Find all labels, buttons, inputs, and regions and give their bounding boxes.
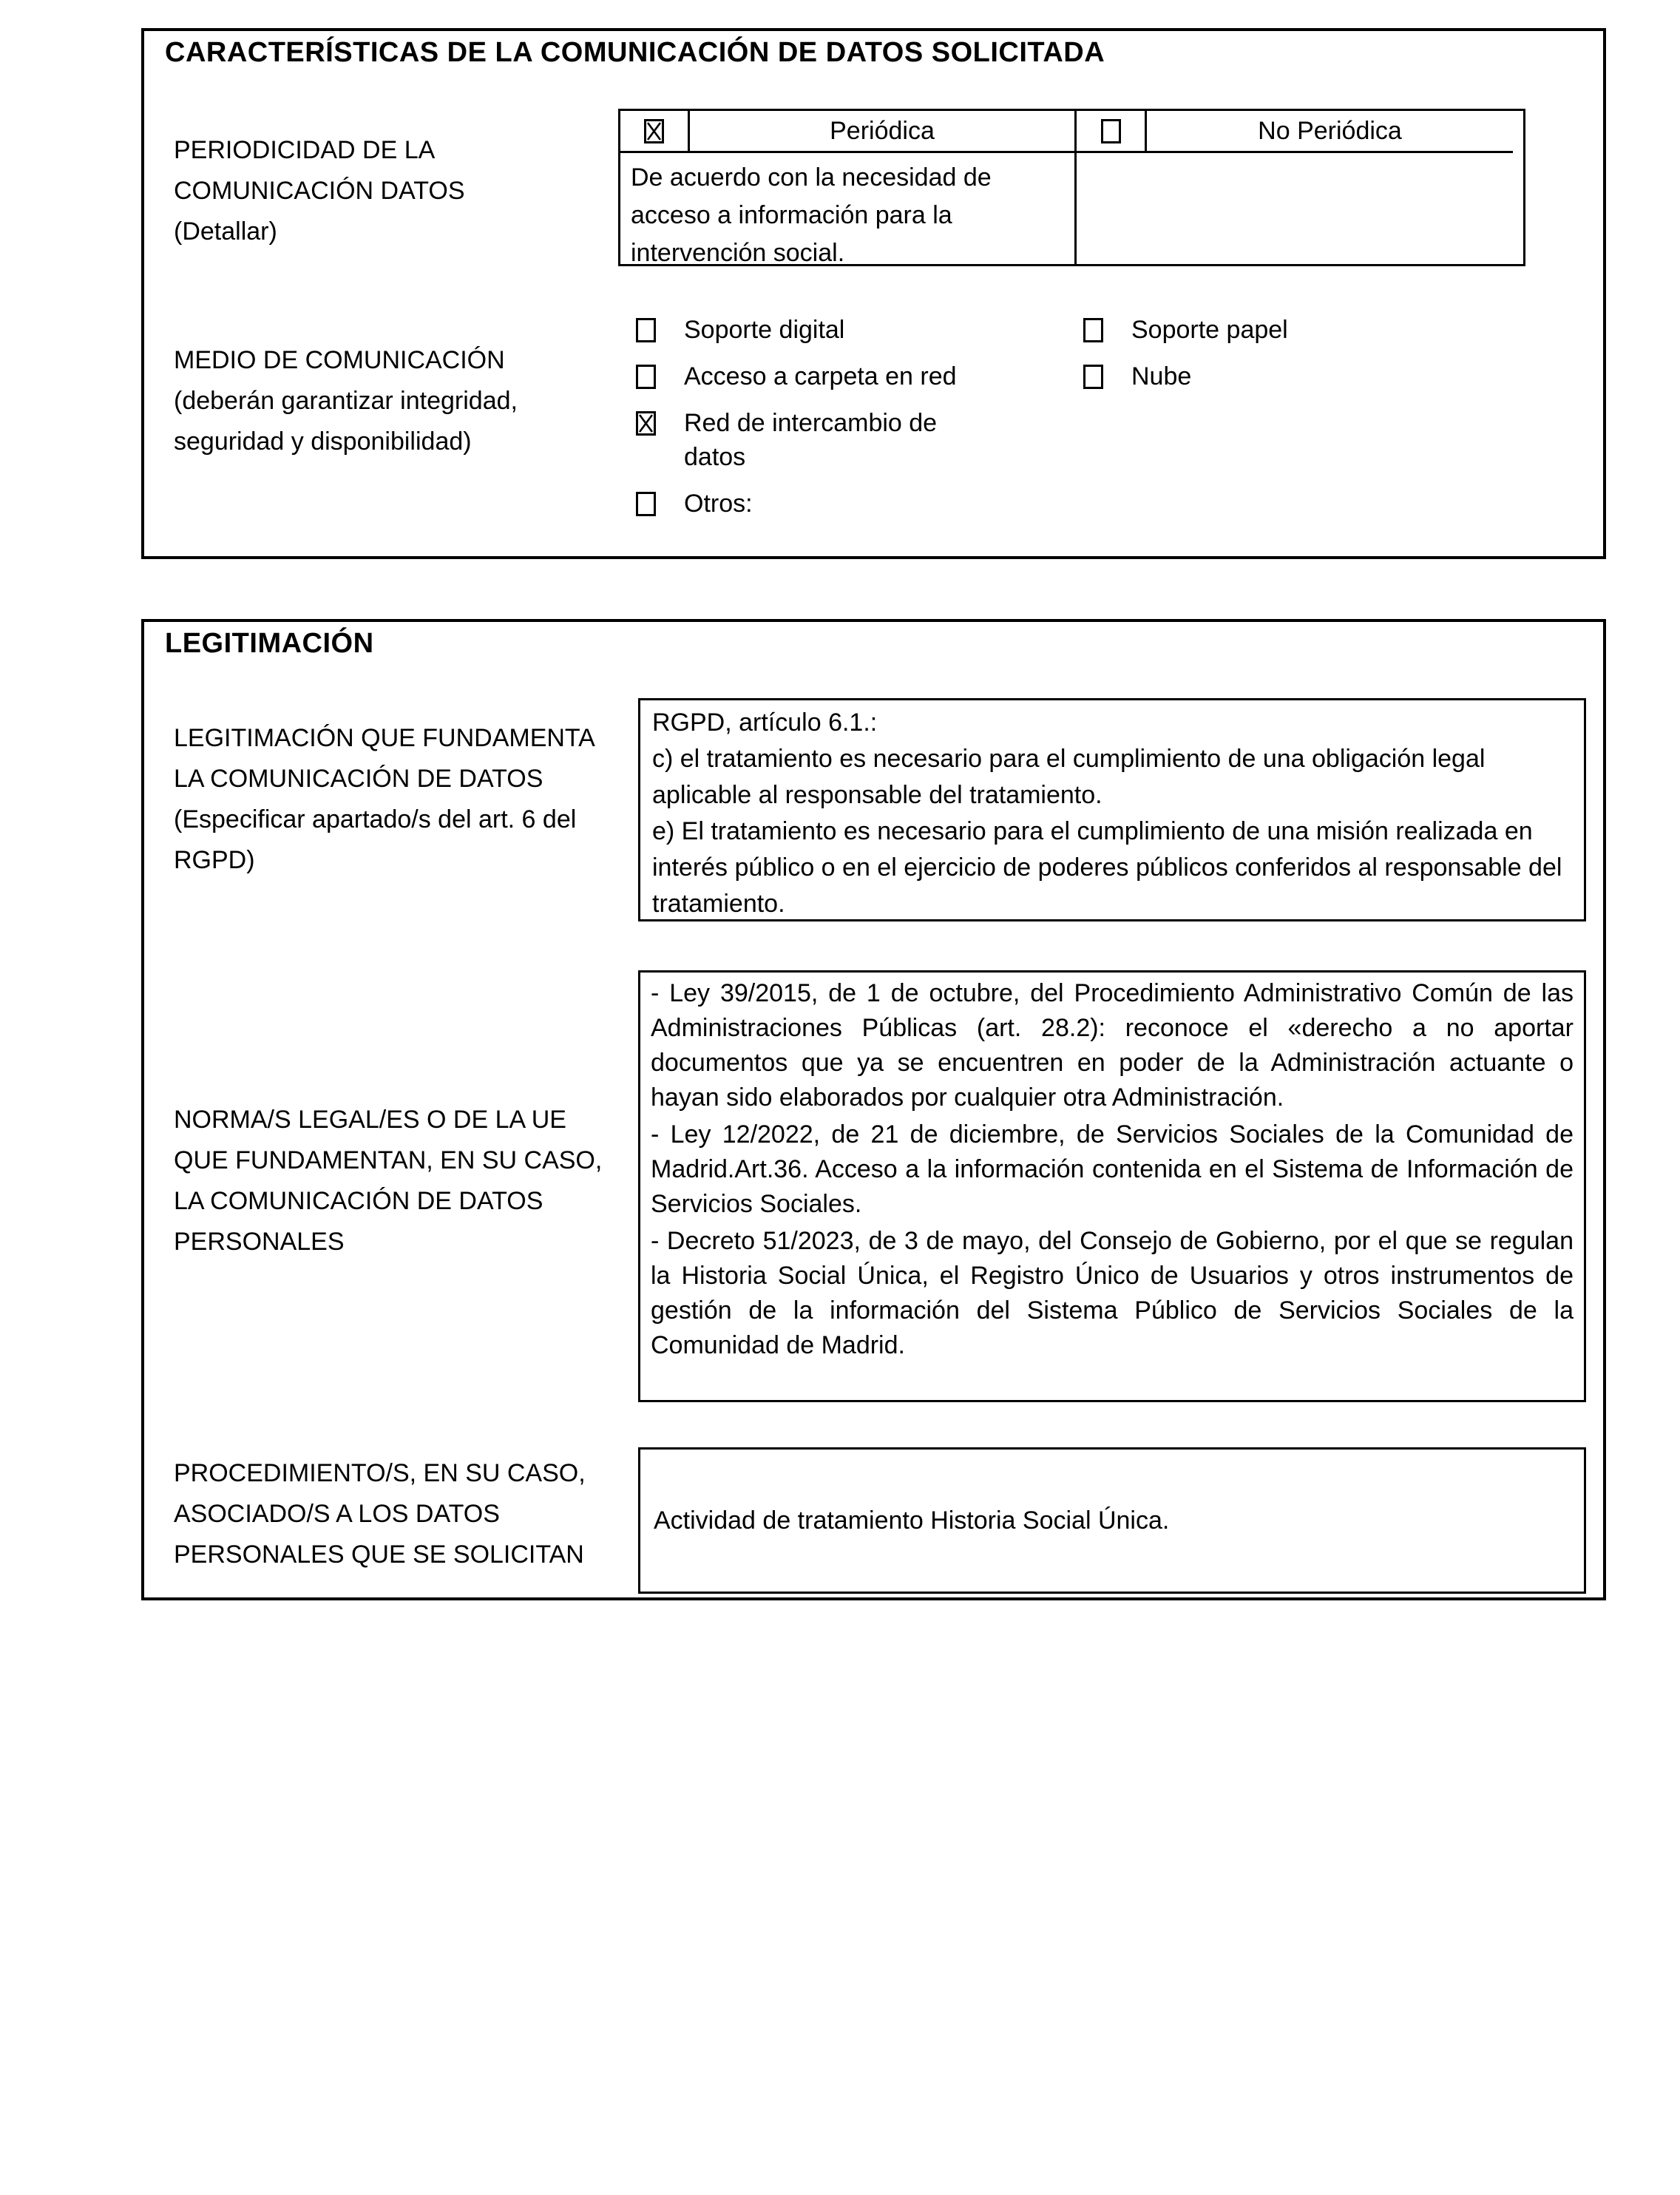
nube-checkbox[interactable] [1083,365,1103,389]
normas-row-label [174,1100,603,1262]
medio-note: (deberán garantizar integridad, seguridad y disponibilidad) [174,387,518,456]
normas-paragraph: - Ley 39/2015, de 1 de octubre, del Procedimiento Administrativo Común de las Administraciones Públicas (art. 28.2): reconoce el «derecho a no aportar documentos que ya se encuentren en poder de la Administración actuante o hayan sido elaborados por cualquier otra Administración. [651,979,1574,1112]
otros-label: Otros: [684,490,753,518]
section-legitimacion-title: LEGITIMACIÓN [165,628,374,659]
nube-label: Nube [1131,362,1192,390]
fundamento-note: (Especificar apartado/s del art. 6 del RGPD) [174,805,577,874]
procedimientos-value-box [638,1447,1586,1594]
fundamento-paragraph: RGPD, artículo 6.1.: [652,708,878,737]
periodicidad-row-label [174,130,599,252]
periodicidad-table [618,109,1525,266]
no-periodica-label: No Periódica [1147,111,1513,153]
fundamento-paragraph: e) El tratamiento es necesario para el cumplimiento de una misión realizada en interés público o en el ejercicio de poderes públicos conferidos al responsable del tratamiento. [652,817,1562,918]
medio-options-column-1 [636,313,1020,533]
periodicidad-detail-empty-cell [1077,153,1513,264]
periodicidad-detail-text: De acuerdo con la necesidad de acceso a información para la intervención social. [620,153,1077,264]
section-caracteristicas [141,28,1606,559]
soporte-digital-label: Soporte digital [684,316,845,344]
x-mark-icon [646,121,662,141]
soporte-papel-checkbox[interactable] [1083,318,1103,342]
option-otros [636,487,1020,521]
periodicidad-label: PERIODICIDAD DE LA COMUNICACIÓN DATOS [174,136,465,205]
option-acceso-carpeta [636,359,1020,393]
normas-value-box [638,970,1586,1402]
otros-checkbox[interactable] [636,492,656,516]
no-periodica-checkbox[interactable] [1101,119,1121,143]
section-legitimacion [141,619,1606,1600]
normas-paragraph: - Ley 12/2022, de 21 de diciembre, de Servicios Sociales de la Comunidad de Madrid.Art.36. Acceso a la información contenida en el Sistema de Información de Servicios Sociales. [651,1120,1574,1218]
acceso-carpeta-label: Acceso a carpeta en red [684,362,957,390]
normas-label: NORMA/S LEGAL/ES O DE LA UE QUE FUNDAMENTAN, EN SU CASO, LA COMUNICACIÓN DE DATOS PERSONALES [174,1106,603,1256]
procedimientos-value: Actividad de tratamiento Historia Social Única. [654,1506,1170,1535]
x-mark-icon [638,413,654,433]
option-red-intercambio [636,406,1020,474]
soporte-papel-label: Soporte papel [1131,316,1288,344]
medio-label: MEDIO DE COMUNICACIÓN [174,346,505,374]
periodicidad-note: (Detallar) [174,217,277,246]
periodica-checkbox-cell [620,111,690,153]
red-intercambio-checkbox[interactable] [636,411,656,436]
fundamento-label: LEGITIMACIÓN QUE FUNDAMENTA LA COMUNICACIÓN DE DATOS [174,724,594,793]
procedimientos-row-label [174,1453,599,1575]
fundamento-row-label [174,718,603,881]
option-soporte-digital [636,313,1020,347]
option-soporte-papel [1083,313,1468,347]
periodica-label: Periódica [690,111,1077,153]
red-intercambio-label: Red de intercambio de datos [684,409,938,471]
medio-options-column-2 [1083,313,1468,406]
fundamento-value-box [638,698,1586,921]
acceso-carpeta-checkbox[interactable] [636,365,656,389]
procedimientos-label: PROCEDIMIENTO/S, EN SU CASO, ASOCIADO/S A LOS DATOS PERSONALES QUE SE SOLICITAN [174,1459,586,1569]
fundamento-paragraph: c) el tratamiento es necesario para el cumplimiento de una obligación legal aplicable al responsable del tratamiento. [652,745,1486,809]
normas-paragraph: - Decreto 51/2023, de 3 de mayo, del Consejo de Gobierno, por el que se regulan la Historia Social Única, el Registro Único de Usuarios y otros instrumentos de gestión de la información del Sistema Público de Servicios Sociales de la Comunidad de Madrid. [651,1227,1574,1359]
soporte-digital-checkbox[interactable] [636,318,656,342]
medio-row-label [174,340,599,462]
no-periodica-checkbox-cell [1077,111,1147,153]
periodica-checkbox[interactable] [644,119,664,143]
section-caracteristicas-title: CARACTERÍSTICAS DE LA COMUNICACIÓN DE DATOS SOLICITADA [165,37,1105,68]
option-nube [1083,359,1468,393]
